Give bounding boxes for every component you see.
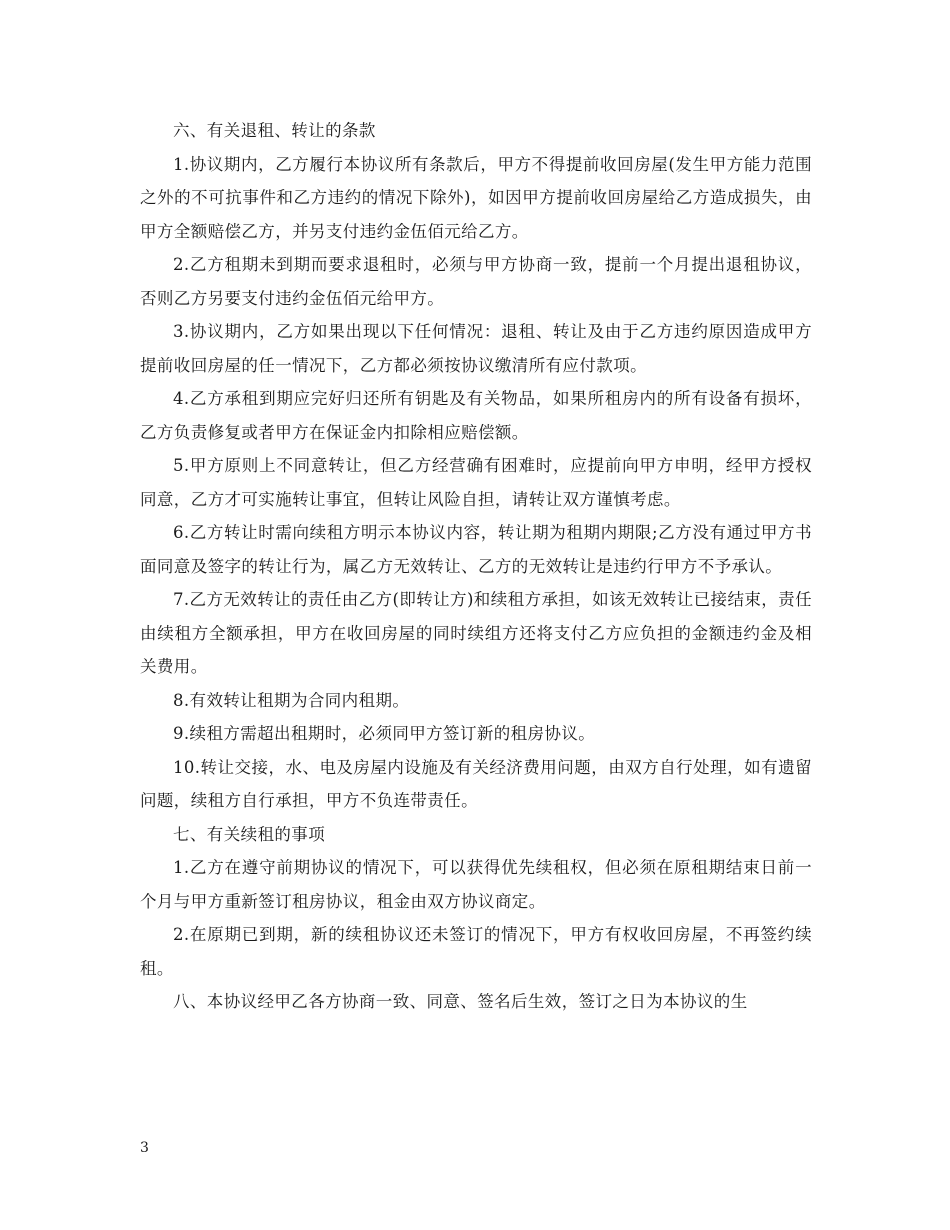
clause-6-9: 9.续租方需超出租期时，必须同甲方签订新的租房协议。 <box>173 724 596 743</box>
clause-7-1: 1.乙方在遵守前期协议的情况下，可以获得优先续租权，但必须在原租期结束日前一个月与甲方重新签订租房协议，租金由双方协议商定。 <box>140 858 812 911</box>
clause-6-5: 5.甲方原则上不同意转让，但乙方经营确有困难时，应提前向甲方申明，经甲方授权同意，乙方才可实施转让事宜，但转让风险自担，请转让双方谨慎考虑。 <box>140 456 812 509</box>
document-body <box>140 114 812 1019</box>
clause-6-2: 2.乙方租期未到期而要求退租时，必须与甲方协商一致，提前一个月提出退租协议，否则乙方另要支付违约金伍佰元给甲方。 <box>140 255 812 308</box>
clause-6-8: 8.有效转让租期为合同内租期。 <box>173 690 410 710</box>
clause-6-7: 7.乙方无效转让的责任由乙方(即转让方)和续租方承担，如该无效转让已接结束，责任由续租方全额承担，甲方在收回房屋的同时续组方还将支付乙方应负担的金额违约金及相关费用。 <box>140 590 812 676</box>
clause-6-4: 4.乙方承租到期应完好归还所有钥匙及有关物品，如果所租房内的所有设备有损坏，乙方负责修复或者甲方在保证金内扣除相应赔偿额。 <box>140 389 812 442</box>
clause-7-2: 2.在原期已到期，新的续租协议还未签订的情况下，甲方有权收回房屋，不再签约续租。 <box>140 925 812 978</box>
clause-6-3: 3.协议期内，乙方如果出现以下任何情况：退租、转让及由于乙方违约原因造成甲方提前收回房屋的任一情况下，乙方都必须按协议缴清所有应付款项。 <box>140 322 812 375</box>
section-heading-eight: 八、本协议经甲乙各方协商一致、同意、签名后生效，签订之日为本协议的生 <box>173 992 748 1011</box>
clause-6-1: 1.协议期内，乙方履行本协议所有条款后，甲方不得提前收回房屋(发生甲方能力范围之外的不可抗事件和乙方违约的情况下除外)，如因甲方提前收回房屋给乙方造成损失，由甲方全额赔偿乙方，并另支付违约金伍佰元给乙方。 <box>140 154 812 241</box>
section-heading-seven: 七、有关续租的事项 <box>173 824 326 844</box>
page-number: 3 <box>140 1140 149 1156</box>
clause-6-6: 6.乙方转让时需向续租方明示本协议内容，转让期为租期内期限;乙方没有通过甲方书面同意及签字的转让行为，属乙方无效转让、乙方的无效转让是违约行甲方不予承认。 <box>140 523 812 576</box>
section-heading-six: 六、有关退租、转让的条款 <box>173 121 376 140</box>
clause-6-10: 10.转让交接，水、电及房屋内设施及有关经济费用问题，由双方自行处理，如有遗留问题，续租方自行承担，甲方不负连带责任。 <box>140 757 812 810</box>
